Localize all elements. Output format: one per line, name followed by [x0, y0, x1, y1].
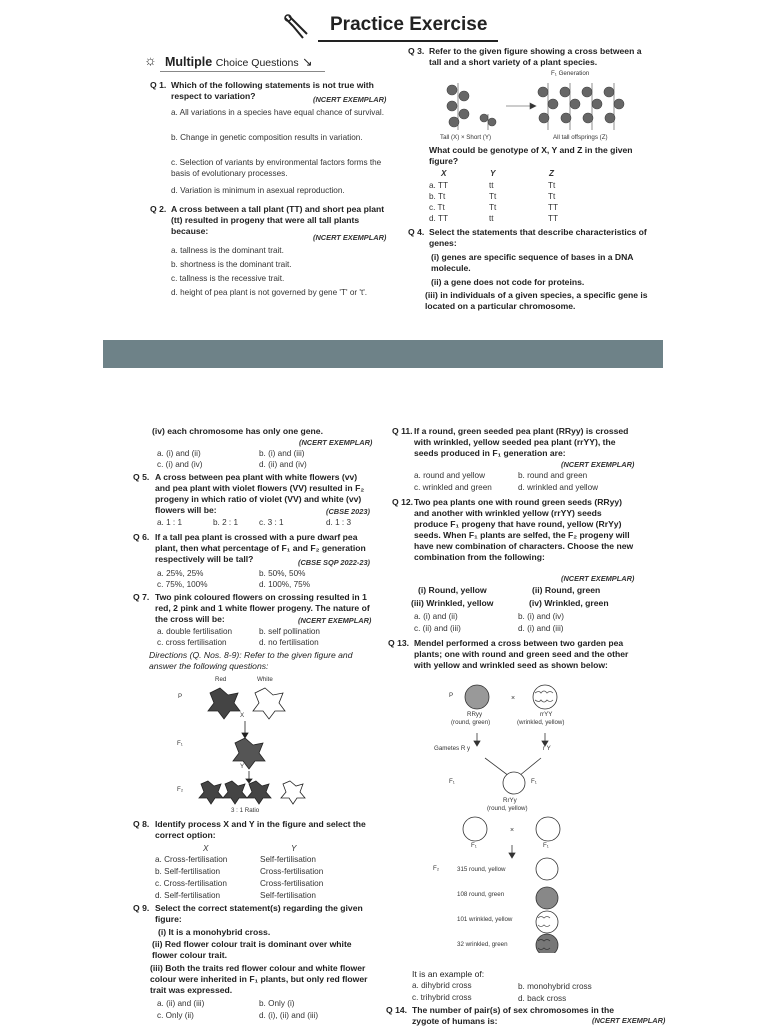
q3-row-b-z: Tt	[548, 192, 556, 201]
seed-rryy-parent	[465, 685, 489, 709]
q5-opt-a: a. 1 : 1	[157, 518, 183, 527]
q2-num: Q 2.	[150, 204, 167, 214]
mcq-underline	[160, 71, 325, 72]
mcq-icon: ☼	[144, 52, 157, 68]
q13-fig-f1-d: F₁	[543, 842, 549, 849]
q13-fig-f1: F₁	[449, 778, 455, 785]
q12-opt-b: b. (i) and (iv)	[518, 612, 564, 621]
q13-fig-gametes: Gametes R y	[434, 745, 471, 752]
q4cont-text: (iv) each chromosome has only one gene.	[152, 426, 323, 436]
q12-item-ii: (ii) Round, green	[532, 585, 601, 595]
q14-tag: (NCERT EXEMPLAR)	[592, 1016, 666, 1025]
q4cont-tag: (NCERT EXEMPLAR)	[299, 438, 373, 447]
q2-opt-c: c. tallness is the recessive trait.	[171, 274, 285, 283]
q1-opt-c: c. Selection of variants by environmental factors forms the basis of evolutionary processes.	[171, 158, 382, 178]
q12-item-iii: (iii) Wrinkled, yellow	[411, 598, 494, 608]
q4-item-i: (i) genes are specific sequence of bases in a DNA molecule.	[431, 252, 634, 273]
q7-tag: (NCERT EXEMPLAR)	[298, 616, 372, 625]
q8-text: Identify process X and Y in the figure and select the correct option:	[155, 819, 366, 840]
q3-fig-left: Tall (X) × Short (Y)	[440, 134, 492, 141]
q8-head-y: Y	[291, 844, 297, 853]
white-flower-p	[253, 688, 285, 719]
q2-opt-d: d. height of pea plant is not governed by gene 'T' or 't'.	[171, 288, 368, 297]
q3-question: What could be genotype of X, Y and Z in the given figure?	[429, 145, 633, 166]
q1-text: Which of the following statements is not true with respect to variation?	[171, 80, 374, 101]
q8-row-c-x: c. Cross-fertilisation	[155, 879, 227, 888]
q1-opt-b: b. Change in genetic composition results in variation.	[171, 133, 363, 142]
q4-item-iii: (iii) in individuals of a given species, a specific gene is located on a particular chromosome.	[425, 290, 648, 311]
mcq-subtitle: Choice Questions	[215, 57, 299, 69]
q12-num: Q 12.	[392, 497, 414, 507]
q5-opt-d: d. 1 : 3	[326, 518, 352, 527]
short-plant-y	[480, 114, 496, 130]
q11-tag: (NCERT EXEMPLAR)	[561, 460, 635, 469]
q12-text: Two pea plants one with round green seeds (RRyy) and another with wrinkled yellow (rrYY) seeds produce F₁ progeny that have round, yellow (RrYy) seeds. When F₁ plants are selfed, the F₂ progeny will have new combination of characters. Choose the new combination from the following:	[414, 497, 634, 562]
q13-fig-rY: r Y	[543, 745, 551, 752]
q6-text: If a tall pea plant is crossed with a pure dwarf pea plant, then what percentage of F₁ and F₂ generation respectively will be tall?	[155, 532, 366, 564]
q3-row-c-z: TT	[548, 203, 559, 212]
directions: Directions (Q. Nos. 8-9): Refer to the given figure and answer the following questions:	[149, 650, 353, 671]
q3-row-d-x: d. TT	[429, 214, 448, 223]
q9-item-ii: (ii) Red flower colour trait is dominant over white flower colour trait.	[152, 939, 352, 960]
q4cont-opt-d: d. (ii) and (iv)	[259, 460, 307, 469]
q12-opt-c: c. (ii) and (iii)	[414, 624, 461, 633]
q11-opt-a: a. round and yellow	[414, 471, 486, 480]
fig2-p: P	[178, 693, 183, 700]
title-icon	[281, 12, 311, 47]
f2-flower-2	[223, 781, 247, 804]
q13-fig-c3: 101 wrinkled, yellow	[457, 916, 513, 923]
q14-text: The number of pair(s) of sex chromosomes in the zygote of humans is:	[412, 1005, 614, 1026]
q12-tag: (NCERT EXEMPLAR)	[561, 574, 635, 583]
q13-fig-rg: (round, green)	[451, 719, 491, 726]
q3-row-a-y: tt	[489, 181, 494, 190]
q12-item-iv: (iv) Wrinkled, green	[529, 598, 609, 608]
q7-opt-c: c. cross fertilisation	[157, 638, 227, 647]
q13-fig-f1-c: F₁	[471, 842, 477, 849]
q7-opt-b: b. self pollination	[259, 627, 320, 636]
q3-plant-figure	[440, 78, 630, 133]
q4cont-opt-b: b. (i) and (iii)	[259, 449, 305, 458]
f1-flower	[233, 738, 265, 769]
cross-symbol-1: ×	[511, 695, 516, 702]
q3-head-y: Y	[490, 169, 496, 178]
seed-f1-a	[463, 817, 487, 841]
arrow-icon: ↘	[302, 55, 313, 69]
q13-fig-wy: (wrinkled, yellow)	[517, 719, 565, 726]
q7-opt-a: a. double fertilisation	[157, 627, 233, 636]
q4-num: Q 4.	[408, 227, 425, 237]
q9-opt-d: d. (i), (ii) and (iii)	[259, 1011, 319, 1020]
q13-fig-f1-right: F₁	[531, 778, 537, 785]
q4cont-opt-c: c. (i) and (iv)	[157, 460, 203, 469]
fig2-red: Red	[215, 676, 227, 683]
q13-num: Q 13.	[388, 638, 410, 648]
q8-row-b-y: Cross-fertilisation	[260, 867, 324, 876]
q13-opt-c: c. trihybrid cross	[412, 993, 472, 1002]
q8-row-d-x: d. Self-fertilisation	[155, 891, 221, 900]
q3-row-b-x: b. Tt	[429, 192, 446, 201]
q1-tag: (NCERT EXEMPLAR)	[313, 95, 387, 104]
q6-opt-b: b. 50%, 50%	[259, 569, 306, 578]
q3-row-b-y: Tt	[489, 192, 497, 201]
q13-fig-c1: 315 round, yellow	[457, 866, 506, 873]
f1-plants	[538, 83, 624, 130]
cross-symbol-2: ×	[510, 827, 515, 834]
q9-num: Q 9.	[133, 903, 150, 913]
red-flower-p	[208, 688, 240, 719]
q1-opt-d: d. Variation is minimum in asexual reproduction.	[171, 186, 345, 195]
q8-row-c-y: Cross-fertilisation	[260, 879, 324, 888]
q3-row-d-z: TT	[548, 214, 559, 223]
fig2-ratio: 3 : 1 Ratio	[231, 807, 260, 814]
q11-opt-d: d. wrinkled and yellow	[518, 483, 599, 492]
q2-text: A cross between a tall plant (TT) and short pea plant (tt) resulted in progeny that were all tall plants because:	[171, 204, 385, 236]
q8-row-d-y: Self-fertilisation	[260, 891, 316, 900]
q13-fig-c2: 108 round, green	[457, 891, 505, 898]
q9-text: Select the correct statement(s) regarding the given figure:	[155, 903, 363, 924]
q11-num: Q 11.	[392, 426, 413, 436]
q8-row-a-x: a. Cross-fertilisation	[155, 855, 228, 864]
fig2-white: White	[257, 676, 273, 683]
q9-item-iii: (iii) Both the traits red flower colour and white flower colour were inherited in F₁ plants, but only red flower trait was expressed.	[150, 963, 368, 995]
q13-opt-d: d. back cross	[518, 994, 567, 1003]
q3-fig-top: F₁ Generation	[551, 70, 590, 77]
q11-text: If a round, green seeded pea plant (RRyy) is crossed with wrinkled, yellow seeded pea plant (rrYY), the seeds produced in F₁ generation are:	[414, 426, 629, 458]
q5-text: A cross between pea plant with white flowers (vv) and pea plant with violet flowers (VV) resulted in F₂ progeny in which ratio of violet (VV) and white (vv) flowers will be:	[155, 472, 365, 515]
q6-num: Q 6.	[133, 532, 150, 542]
q13-opt-b: b. monohybrid cross	[518, 982, 592, 991]
seed-f1	[503, 772, 525, 794]
q7-num: Q 7.	[133, 592, 150, 602]
q3-row-a-x: a. TT	[429, 181, 448, 190]
q13-fig-rrYY: rrYY	[540, 711, 553, 718]
q11-opt-c: c. wrinkled and green	[414, 483, 492, 492]
q13-opt-a: a. dihybrid cross	[412, 981, 472, 990]
q3-row-c-x: c. Tt	[429, 203, 445, 212]
q3-row-d-y: tt	[489, 214, 494, 223]
q8-head-x: X	[203, 844, 209, 853]
q4-item-ii: (ii) a gene does not code for proteins.	[431, 277, 585, 287]
seed-f2-4	[536, 934, 558, 953]
q14-num: Q 14.	[386, 1005, 408, 1015]
q9-opt-b: b. Only (i)	[259, 999, 295, 1008]
q2-opt-b: b. shortness is the dominant trait.	[171, 260, 292, 269]
q7-text: Two pink coloured flowers on crossing resulted in 1 red, 2 pink and 1 white flower progeny. The nature of the cross will be:	[155, 592, 370, 624]
q13-fig-ry: (round, yellow)	[487, 805, 528, 812]
f2-flower-3	[247, 781, 271, 804]
q8-num: Q 8.	[133, 819, 150, 829]
q4cont-opt-a: a. (i) and (ii)	[157, 449, 201, 458]
seed-f1-b	[536, 817, 560, 841]
q3-row-c-y: Tt	[489, 203, 497, 212]
seed-f2-1	[536, 858, 558, 880]
q6-opt-c: c. 75%, 100%	[157, 580, 208, 589]
q3-row-a-z: Tt	[548, 181, 556, 190]
page-title: Practice Exercise	[330, 14, 488, 35]
f2-flower-4	[281, 781, 305, 804]
q12-opt-a: a. (i) and (ii)	[414, 612, 458, 621]
q1-opt-a: a. All variations in a species have equal chance of survival.	[171, 108, 384, 117]
q13-fig-rryy-f1: RrYy	[503, 797, 517, 804]
q6-opt-d: d. 100%, 75%	[259, 580, 310, 589]
q6-opt-a: a. 25%, 25%	[157, 569, 204, 578]
q8-row-b-x: b. Self-fertilisation	[155, 867, 221, 876]
q3-num: Q 3.	[408, 46, 425, 56]
q13-fig-p: P	[449, 692, 454, 699]
q12-item-i: (i) Round, yellow	[418, 585, 487, 595]
seed-f2-2	[536, 887, 558, 909]
q1-num: Q 1.	[150, 80, 167, 90]
fig2-f2: F₂	[177, 786, 184, 793]
q13-text: Mendel performed a cross between two garden pea plants; one with round and green seed and the other with yellow and wrinkled seed as shown below:	[414, 638, 629, 670]
mcq-heading	[165, 54, 313, 69]
q13-fig-c4: 32 wrinkled, green	[457, 941, 508, 948]
mcq-title: Multiple	[165, 55, 213, 69]
q12-opt-d: d. (i) and (iii)	[518, 624, 564, 633]
q5-opt-b: b. 2 : 1	[213, 518, 239, 527]
q3-fig-right: All tall offsprings (Z)	[553, 134, 608, 141]
flower-cross-figure	[190, 683, 320, 808]
q11-opt-b: b. round and green	[518, 471, 588, 480]
q13-example: It is an example of:	[412, 969, 485, 979]
q3-text: Refer to the given figure showing a cross between a tall and a short variety of a plant species.	[429, 46, 642, 67]
q6-tag: (CBSE SQP 2022-23)	[298, 558, 371, 567]
q3-head-z: Z	[549, 169, 555, 178]
tall-plant-x	[447, 83, 469, 130]
q7-opt-d: d. no fertilisation	[259, 638, 319, 647]
title-underline	[318, 40, 498, 42]
q9-item-i: (i) It is a monohybrid cross.	[158, 927, 271, 937]
q2-tag: (NCERT EXEMPLAR)	[313, 233, 387, 242]
q9-opt-c: c. Only (ii)	[157, 1011, 194, 1020]
page-divider	[103, 340, 663, 368]
q5-opt-c: c. 3 : 1	[259, 518, 284, 527]
fig2-x: X	[240, 712, 245, 719]
q5-tag: (CBSE 2023)	[326, 507, 370, 516]
q13-fig-rryy: RRyy	[467, 711, 483, 718]
fig2-f1: F₁	[177, 740, 183, 747]
fig2-y: Y	[240, 763, 245, 770]
q13-fig-f2: F₂	[433, 865, 440, 872]
f2-flower-1	[199, 781, 223, 804]
q5-num: Q 5.	[133, 472, 150, 482]
q2-opt-a: a. tallness is the dominant trait.	[171, 246, 284, 255]
seed-f2-3	[536, 911, 558, 933]
q8-row-a-y: Self-fertilisation	[260, 855, 316, 864]
q3-head-x: X	[441, 169, 447, 178]
q9-opt-a: a. (ii) and (iii)	[157, 999, 205, 1008]
seed-rryy-wrinkled-parent	[533, 685, 557, 709]
q4-text: Select the statements that describe characteristics of genes:	[429, 227, 647, 248]
